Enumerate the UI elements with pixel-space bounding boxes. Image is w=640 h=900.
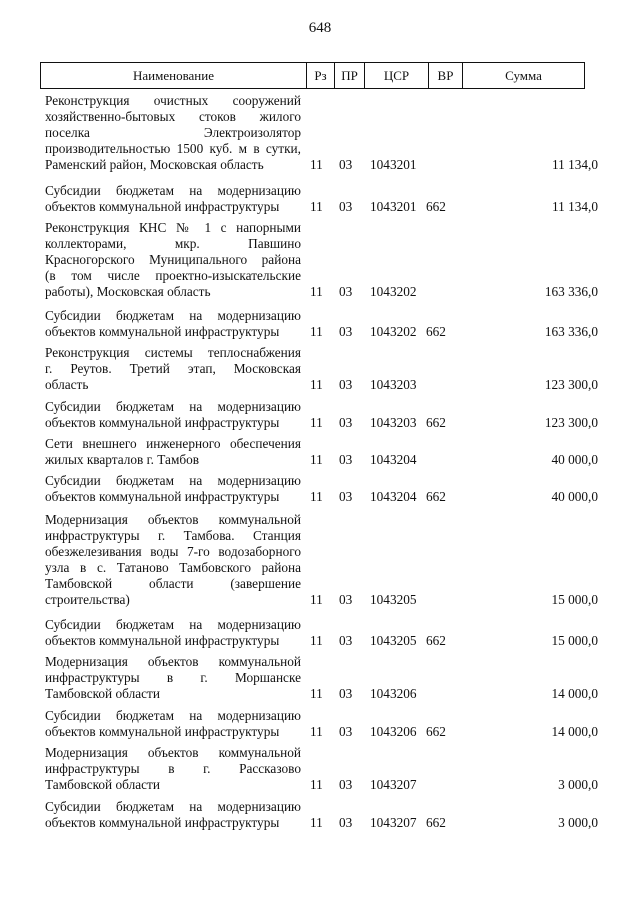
cell-csr: 1043205 <box>370 592 417 607</box>
table-row <box>40 473 600 505</box>
cell-vr: 662 <box>426 199 446 214</box>
cell-pr: 03 <box>339 284 353 299</box>
row-name-line: Сети внешнего инженерного обеспечения <box>45 436 301 451</box>
row-name-line: Субсидии бюджетам на модернизацию <box>45 708 301 723</box>
header-name: Наименование <box>133 68 214 83</box>
row-name <box>45 220 301 300</box>
row-name-line: Субсидии бюджетам на модернизацию <box>45 308 301 323</box>
cell-pr: 03 <box>339 377 353 392</box>
cell-pr: 03 <box>339 415 353 430</box>
table-row <box>40 183 600 215</box>
row-name-line: Раменский район, Московская область <box>45 157 264 172</box>
table-row <box>40 708 600 740</box>
row-name-line: объектов коммунальной инфраструктуры <box>45 815 280 830</box>
row-name <box>45 93 301 173</box>
cell-rz: 11 <box>310 633 323 648</box>
row-name-line: коллекторами, мкр. Павшино <box>45 236 301 251</box>
cell-csr: 1043202 <box>370 324 417 339</box>
table-row <box>40 745 600 793</box>
cell-csr: 1043205 <box>370 633 417 648</box>
row-name <box>45 708 301 740</box>
table-row <box>40 512 600 608</box>
row-name-line: Тамбовской области <box>45 777 160 792</box>
row-name-line: работы), Московская область <box>45 284 211 299</box>
cell-rz: 11 <box>310 686 323 701</box>
row-name <box>45 745 301 793</box>
cell-sum: 3 000,0 <box>558 815 598 830</box>
row-name-line: Красногорского Муниципального района <box>45 252 301 267</box>
header-vr: ВР <box>428 63 462 88</box>
row-name-line: жилых кварталов г. Тамбов <box>45 452 200 467</box>
row-name-line: инфраструктуры в г. Рассказово <box>45 761 301 776</box>
cell-vr: 662 <box>426 815 446 830</box>
cell-sum: 11 134,0 <box>551 157 598 172</box>
cell-csr: 1043207 <box>370 815 417 830</box>
cell-rz: 11 <box>310 724 323 739</box>
header-sum: Сумма <box>462 63 584 88</box>
row-name-line: инфраструктуры в г. Моршанске <box>45 670 301 685</box>
row-name <box>45 436 301 468</box>
row-name-line: объектов коммунальной инфраструктуры <box>45 489 280 504</box>
cell-pr: 03 <box>339 724 353 739</box>
cell-sum: 15 000,0 <box>551 592 598 607</box>
cell-rz: 11 <box>310 777 323 792</box>
cell-csr: 1043203 <box>370 377 417 392</box>
row-name-line: Модернизация объектов коммунальной <box>45 512 301 527</box>
row-name-line: Тамбовской области (завершение <box>45 576 301 591</box>
cell-sum: 15 000,0 <box>551 633 598 648</box>
cell-pr: 03 <box>339 777 353 792</box>
row-name-line: объектов коммунальной инфраструктуры <box>45 324 280 339</box>
cell-rz: 11 <box>310 324 323 339</box>
cell-sum: 123 300,0 <box>544 377 598 392</box>
table-row <box>40 436 600 468</box>
row-name-line: Модернизация объектов коммунальной <box>45 745 301 760</box>
row-name-line: Тамбовской области <box>45 686 160 701</box>
row-name-line: обезжелезивания воды 7-го водозаборного <box>45 544 301 559</box>
cell-rz: 11 <box>310 452 323 467</box>
row-name-line: Субсидии бюджетам на модернизацию <box>45 473 301 488</box>
row-name-line: Реконструкция КНС № 1 с напорными <box>45 220 301 235</box>
cell-pr: 03 <box>339 324 353 339</box>
row-name-line: Реконструкция очистных сооружений <box>45 93 301 108</box>
cell-csr: 1043201 <box>370 199 417 214</box>
cell-pr: 03 <box>339 157 353 172</box>
row-name-line: инфраструктуры г. Тамбова. Станция <box>45 528 301 543</box>
cell-rz: 11 <box>310 199 323 214</box>
cell-sum: 163 336,0 <box>544 324 598 339</box>
cell-vr: 662 <box>426 633 446 648</box>
cell-csr: 1043207 <box>370 777 417 792</box>
table-row <box>40 399 600 431</box>
table-row <box>40 654 600 702</box>
cell-sum: 163 336,0 <box>544 284 598 299</box>
cell-rz: 11 <box>310 489 323 504</box>
row-name-line: Субсидии бюджетам на модернизацию <box>45 617 301 632</box>
table-row <box>40 308 600 340</box>
header-rz: Рз <box>306 63 334 88</box>
cell-csr: 1043201 <box>370 157 417 172</box>
row-name <box>45 654 301 702</box>
cell-rz: 11 <box>310 415 323 430</box>
cell-rz: 11 <box>310 157 323 172</box>
row-name <box>45 308 301 340</box>
row-name-line: (в том числе проектно-изыскательские <box>45 268 301 283</box>
header-pr: ПР <box>334 63 364 88</box>
cell-pr: 03 <box>339 815 353 830</box>
table-header <box>40 62 585 89</box>
cell-rz: 11 <box>310 815 323 830</box>
cell-sum: 40 000,0 <box>551 489 598 504</box>
row-name-line: область <box>45 377 89 392</box>
page-number: 648 <box>308 20 332 36</box>
row-name-line: г. Реутов. Третий этап, Московская <box>45 361 301 376</box>
cell-csr: 1043204 <box>370 452 417 467</box>
row-name-line: Субсидии бюджетам на модернизацию <box>45 399 301 414</box>
table-row <box>40 617 600 649</box>
row-name <box>45 617 301 649</box>
table-row <box>40 220 600 300</box>
cell-pr: 03 <box>339 686 353 701</box>
cell-csr: 1043204 <box>370 489 417 504</box>
cell-csr: 1043203 <box>370 415 417 430</box>
cell-csr: 1043202 <box>370 284 417 299</box>
table-row <box>40 93 600 173</box>
cell-sum: 14 000,0 <box>551 686 598 701</box>
row-name-line: поселка Электроизолятор <box>45 125 301 140</box>
row-name-line: объектов коммунальной инфраструктуры <box>45 199 280 214</box>
row-name-line: объектов коммунальной инфраструктуры <box>45 724 280 739</box>
row-name-line: хозяйственно-бытовых стоков жилого <box>45 109 301 124</box>
cell-rz: 11 <box>310 284 323 299</box>
table-row <box>40 345 600 393</box>
row-name-line: объектов коммунальной инфраструктуры <box>45 415 280 430</box>
cell-vr: 662 <box>426 415 446 430</box>
row-name-line: объектов коммунальной инфраструктуры <box>45 633 280 648</box>
cell-csr: 1043206 <box>370 724 417 739</box>
row-name-line: Субсидии бюджетам на модернизацию <box>45 799 301 814</box>
row-name <box>45 473 301 505</box>
row-name <box>45 399 301 431</box>
cell-sum: 3 000,0 <box>558 777 598 792</box>
cell-vr: 662 <box>426 724 446 739</box>
cell-rz: 11 <box>310 592 323 607</box>
cell-sum: 123 300,0 <box>544 415 598 430</box>
row-name-line: производительностью 1500 куб. м в сутки, <box>45 141 301 156</box>
row-name-line: строительства) <box>45 592 130 607</box>
cell-vr: 662 <box>426 324 446 339</box>
table-row <box>40 799 600 831</box>
cell-rz: 11 <box>310 377 323 392</box>
row-name <box>45 345 301 393</box>
row-name-line: Модернизация объектов коммунальной <box>45 654 301 669</box>
cell-pr: 03 <box>339 452 353 467</box>
row-name-line: узла в с. Татаново Тамбовского района <box>45 560 301 575</box>
cell-vr: 662 <box>426 489 446 504</box>
row-name <box>45 799 301 831</box>
cell-sum: 40 000,0 <box>551 452 598 467</box>
row-name-line: Реконструкция системы теплоснабжения <box>45 345 301 360</box>
row-name <box>45 512 301 608</box>
row-name <box>45 183 301 215</box>
header-csr: ЦСР <box>364 63 428 88</box>
cell-pr: 03 <box>339 199 353 214</box>
row-name-line: Субсидии бюджетам на модернизацию <box>45 183 301 198</box>
cell-pr: 03 <box>339 489 353 504</box>
cell-sum: 14 000,0 <box>551 724 598 739</box>
cell-sum: 11 134,0 <box>551 199 598 214</box>
cell-csr: 1043206 <box>370 686 417 701</box>
cell-pr: 03 <box>339 633 353 648</box>
cell-pr: 03 <box>339 592 353 607</box>
